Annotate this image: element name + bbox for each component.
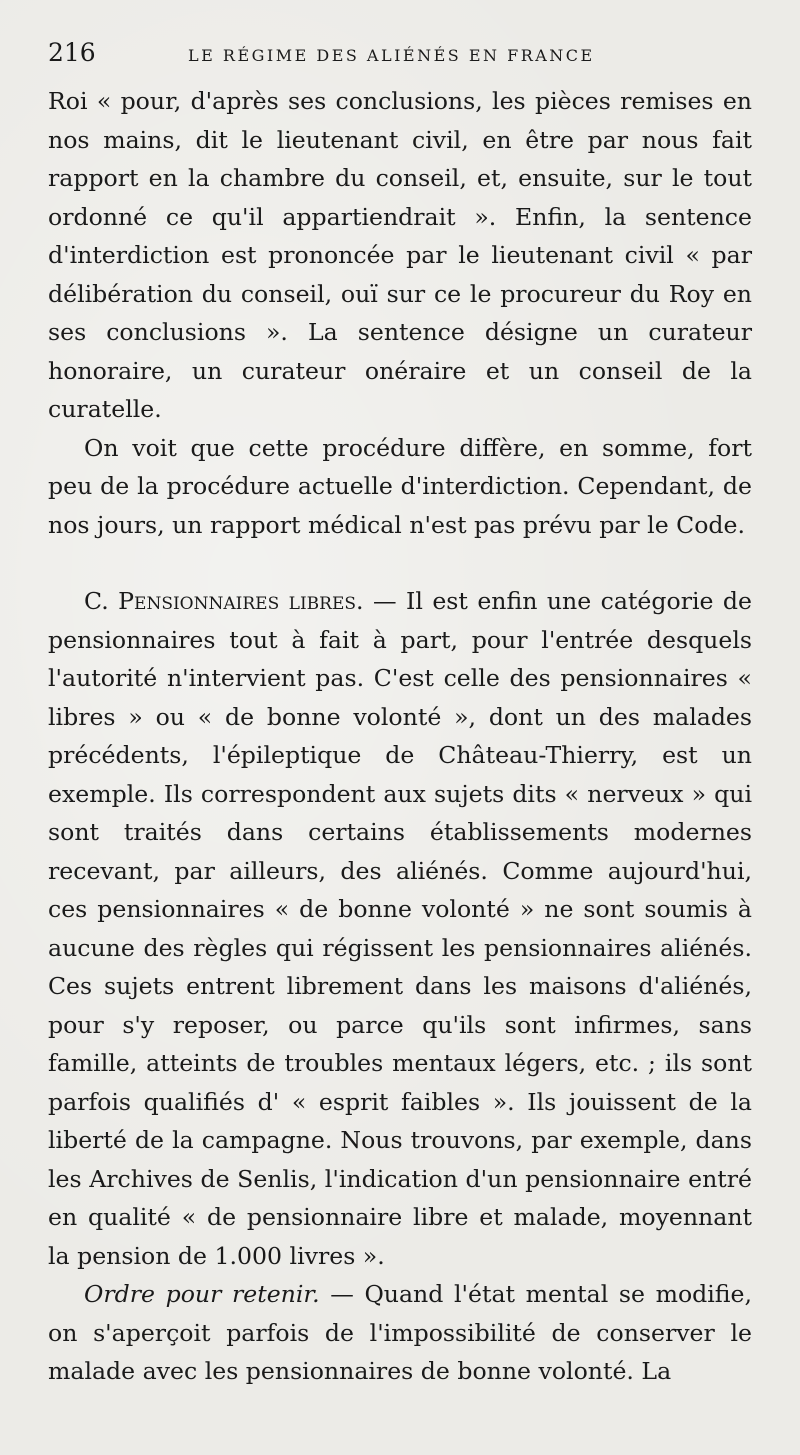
section-gap	[48, 544, 752, 582]
paragraph-text: Roi « pour, d'après ses conclusions, les pièces remises en nos mains, dit le lieutenant civil, en être par nous fait rapport en la chambre du conseil, et, ensuite, sur le tout ordonné ce qu'il appartiendrait ». Enfin, la sentence d'interdiction est prononcée par le lieutenant civil « par délibération du conseil, ouï sur ce le procureur du Roy en ses conclusions ». La sentence désigne un curateur honoraire, un curateur onéraire et un conseil de la curatelle.	[48, 87, 752, 423]
paragraph-pensionnaires-libres	[48, 582, 752, 1275]
section-heading: C. Pensionnaires libres.	[84, 587, 364, 615]
paragraph-ordre-pour-retenir	[48, 1275, 752, 1391]
running-title: LE RÉGIME DES ALIÉNÉS EN FRANCE	[188, 46, 595, 65]
paragraph-comparison-modern	[48, 429, 752, 545]
section-heading: Ordre pour retenir.	[84, 1280, 320, 1308]
paragraph-text: — Il est enfin une catégorie de pensionnaires tout à fait à part, pour l'entrée desquels l'autorité n'intervient pas. C'est celle des pensionnaires « libres » ou « de bonne volonté », dont un des malades précédents, l'épileptique de Château-Thierry, est un exemple. Ils correspondent aux sujets dits « nerveux » qui sont traités dans certains établissements modernes recevant, par ailleurs, des aliénés. Comme aujourd'hui, ces pensionnaires « de bonne volonté » ne sont soumis à aucune des règles qui régissent les pensionnaires aliénés. Ces sujets entrent librement dans les maisons d'aliénés, pour s'y reposer, ou parce qu'ils sont infirmes, sans famille, atteints de troubles mentaux légers, etc. ; ils sont parfois qualifiés d' « esprit faibles ». Ils jouissent de la liberté de la campagne. Nous trouvons, par exemple, dans les Archives de Senlis, l'indication d'un pensionnaire entré en qualité « de pensionnaire libre et malade, moyennant la pension de 1.000 livres ».	[48, 587, 752, 1270]
running-head	[48, 38, 752, 82]
paragraph-text: On voit que cette procédure diffère, en somme, fort peu de la procédure actuelle d'interdiction. Cependant, de nos jours, un rapport médical n'est pas prévu par le Code.	[48, 433, 752, 539]
paragraph-interdiction-procedure	[48, 82, 752, 429]
paragraph-text: — Quand l'état mental se modifie, on s'aperçoit parfois de l'impossibilité de conserver le malade avec les pensionnaires de bonne volonté. La	[48, 1280, 752, 1385]
page-number: 216	[48, 38, 96, 67]
